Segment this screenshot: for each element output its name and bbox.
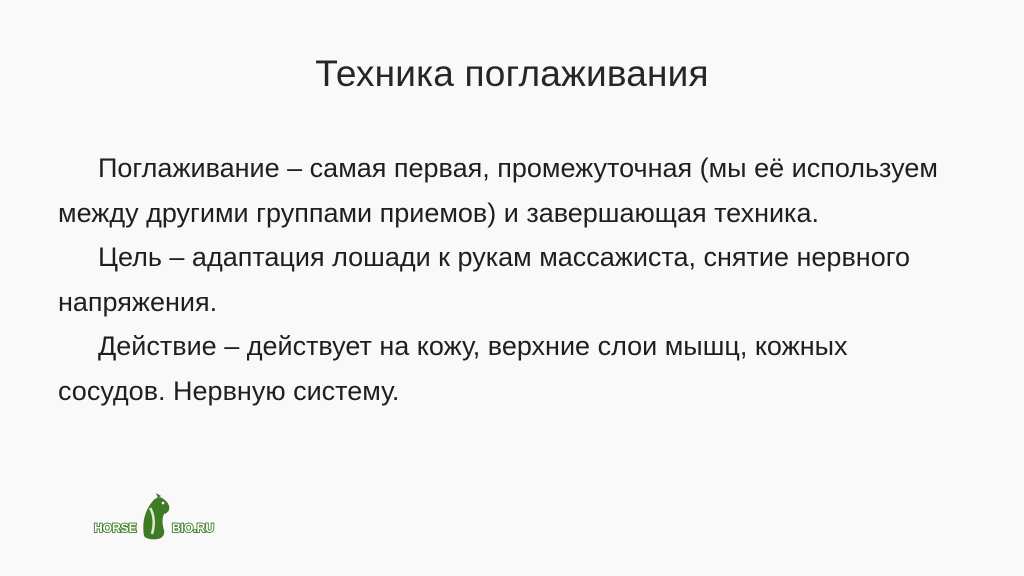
paragraph-action: Действие – действует на кожу, верхние слои мышц, кожных сосудов. Нервную систему. xyxy=(58,331,848,406)
slide-title: Техника поглаживания xyxy=(315,53,709,94)
logo-text-left: HORSE xyxy=(94,521,137,535)
slide-body xyxy=(58,146,958,413)
paragraph-definition: Поглаживание – самая первая, промежуточная (мы её используем между другими группами приемов) и завершающая техника. xyxy=(58,153,938,228)
paragraph-goal: Цель – адаптация лошади к рукам массажиста, снятие нервного напряжения. xyxy=(58,242,910,317)
logo-text-right: BIO.RU xyxy=(172,521,214,535)
horse-head-icon xyxy=(143,493,169,539)
horsebio-logo xyxy=(92,492,222,544)
